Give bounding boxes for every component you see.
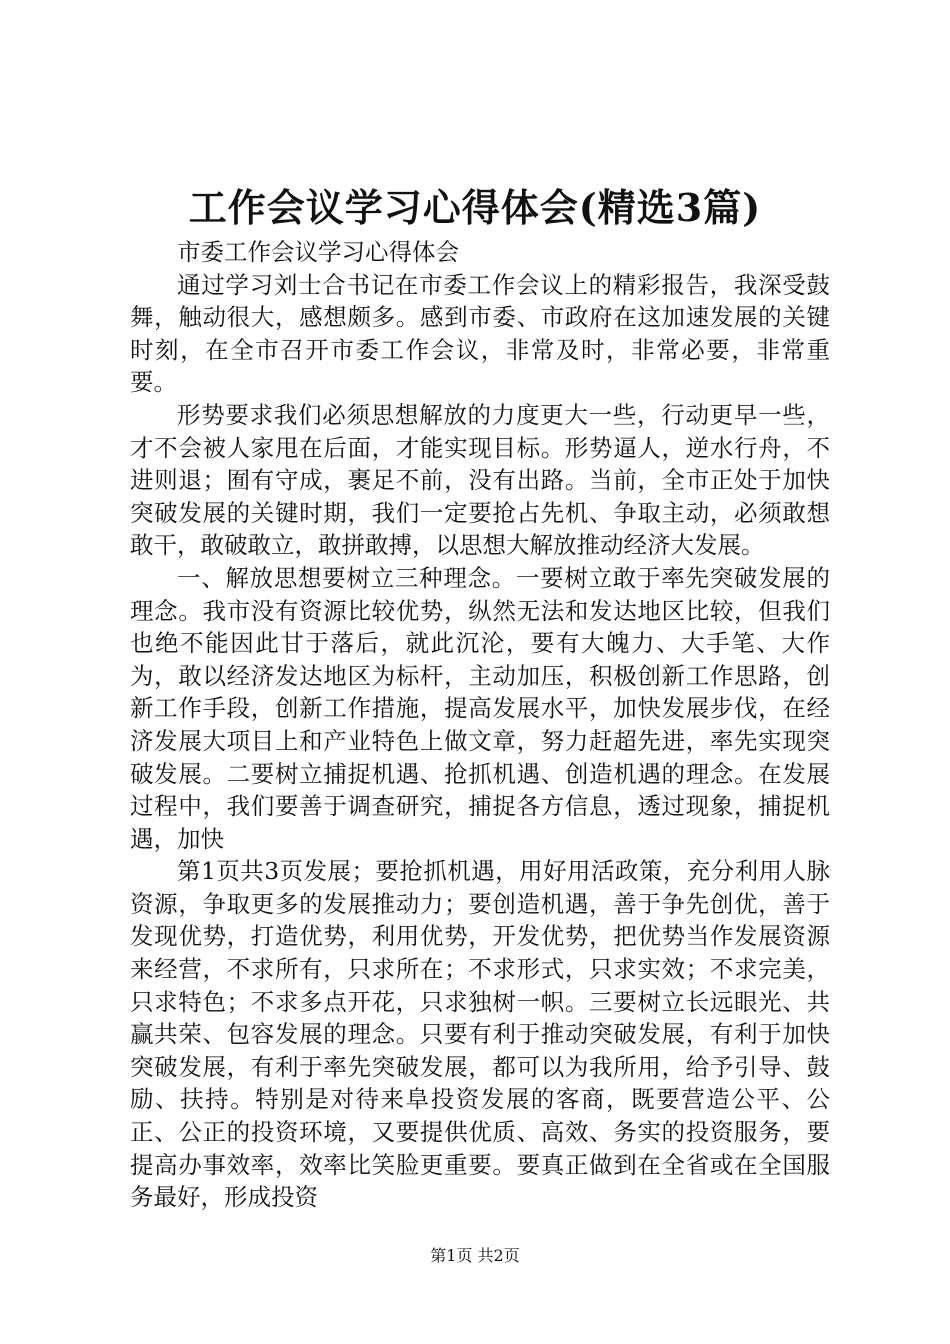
paragraph-3: 一、解放思想要树立三种理念。一要树立敢于率先突破发展的理念。我市没有资源比较优势，纵然无法和发达地区比较，但我们也绝不能因此甘于落后，就此沉沦，要有大魄力、大手笔、大作为，敢以经济发达地区为标杆，主动加压，积极创新工作思路，创新工作手段，创新工作措施，提高发展水平，加快发展步伐，在经济发展大项目上和产业特色上做文章，努力赶超先进，率先实现突破发展。二要树立捕捉机遇、抢抓机遇、创造机遇的理念。在发展过程中，我们要善于调查研究，捕捉各方信息，透过现象，捕捉机遇，加快 xyxy=(130,563,830,853)
paragraph-2: 形势要求我们必须思想解放的力度更大一些，行动更早一些，才不会被人家甩在后面，才能实现目标。形势逼人，逆水行舟，不进则退；囿有守成，裹足不前，没有出路。当前，全市正处于加快突破发展的关键时期，我们一定要抢占先机、争取主动，必须敢想敢干，敢破敢立，敢拼敢搏，以思想大解放推动经济大发展。 xyxy=(130,400,830,560)
page-footer: 第1页 共2页 xyxy=(430,1246,520,1265)
document-body xyxy=(130,236,830,1214)
paragraph-4: 第1页共3页发展；要抢抓机遇，用好用活政策，充分利用人脉资源，争取更多的发展推动力；要创造机遇，善于争先创优，善于发现优势，打造优势，利用优势，开发优势，把优势当作发展资源来经营，不求所有，只求所在；不求形式，只求实效；不求完美，只求特色；不求多点开花，只求独树一帜。三要树立长远眼光、共赢共荣、包容发展的理念。只要有利于推动突破发展，有利于加快突破发展，有利于率先突破发展，都可以为我所用，给予引导、鼓励、扶持。特别是对待来阜投资发展的客商，既要营造公平、公正、公正的投资环境，又要提供优质、高效、务实的投资服务，要提高办事效率，效率比笑脸更重要。要真正做到在全省或在全国服务最好，形成投资 xyxy=(130,857,830,1212)
paragraph-1: 通过学习刘士合书记在市委工作会议上的精彩报告，我深受鼓舞，触动很大，感想颇多。感到市委、市政府在这加速发展的关键时刻，在全市召开市委工作会议，非常及时，非常必要，非常重要。 xyxy=(130,270,830,397)
document-title: 工作会议学习心得体会(精选3篇) xyxy=(188,185,762,230)
paragraph-subtitle: 市委工作会议学习心得体会 xyxy=(177,238,459,266)
